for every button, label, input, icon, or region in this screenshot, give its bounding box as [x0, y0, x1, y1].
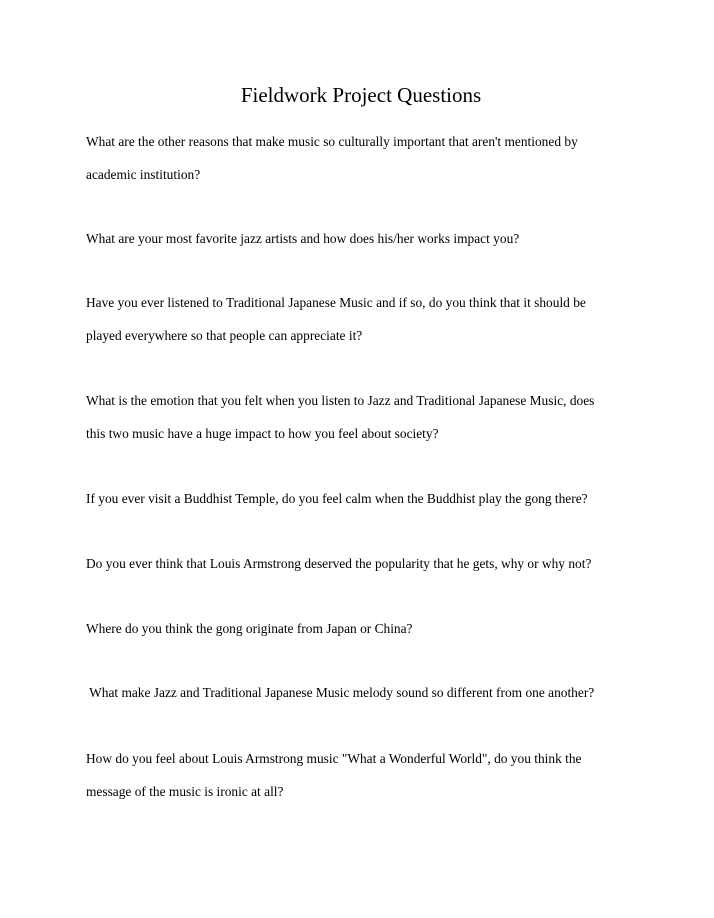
question-9-line-2: message of the music is ironic at all? — [86, 784, 284, 799]
question-6-line-1: Do you ever think that Louis Armstrong deserved the popularity that he gets, why or why not? — [86, 556, 592, 571]
question-9-line-1: How do you feel about Louis Armstrong music "What a Wonderful World", do you think the — [86, 751, 582, 766]
question-1-line-1: What are the other reasons that make music so culturally important that aren't mentioned by — [86, 134, 578, 149]
question-9 — [86, 742, 646, 808]
question-3-line-1: Have you ever listened to Traditional Japanese Music and if so, do you think that it should be — [86, 295, 586, 310]
question-2 — [86, 222, 646, 255]
question-3-line-2: played everywhere so that people can appreciate it? — [86, 328, 363, 343]
document-title: Fieldwork Project Questions — [240, 83, 482, 107]
question-8 — [86, 676, 646, 709]
question-6 — [86, 547, 646, 580]
question-1 — [86, 125, 646, 191]
question-8-line-1: What make Jazz and Traditional Japanese Music melody sound so different from one another? — [86, 685, 595, 700]
question-4-line-2: this two music have a huge impact to how you feel about society? — [86, 426, 439, 441]
question-7 — [86, 612, 646, 645]
question-2-line-1: What are your most favorite jazz artists and how does his/her works impact you? — [86, 231, 520, 246]
question-1-line-2: academic institution? — [86, 167, 201, 182]
question-5 — [86, 482, 646, 515]
question-4-line-1: What is the emotion that you felt when you listen to Jazz and Traditional Japanese Music, does — [86, 393, 595, 408]
question-4 — [86, 384, 646, 450]
question-5-line-1: If you ever visit a Buddhist Temple, do you feel calm when the Buddhist play the gong there? — [86, 491, 588, 506]
question-3 — [86, 286, 646, 352]
question-7-line-1: Where do you think the gong originate from Japan or China? — [86, 621, 413, 636]
